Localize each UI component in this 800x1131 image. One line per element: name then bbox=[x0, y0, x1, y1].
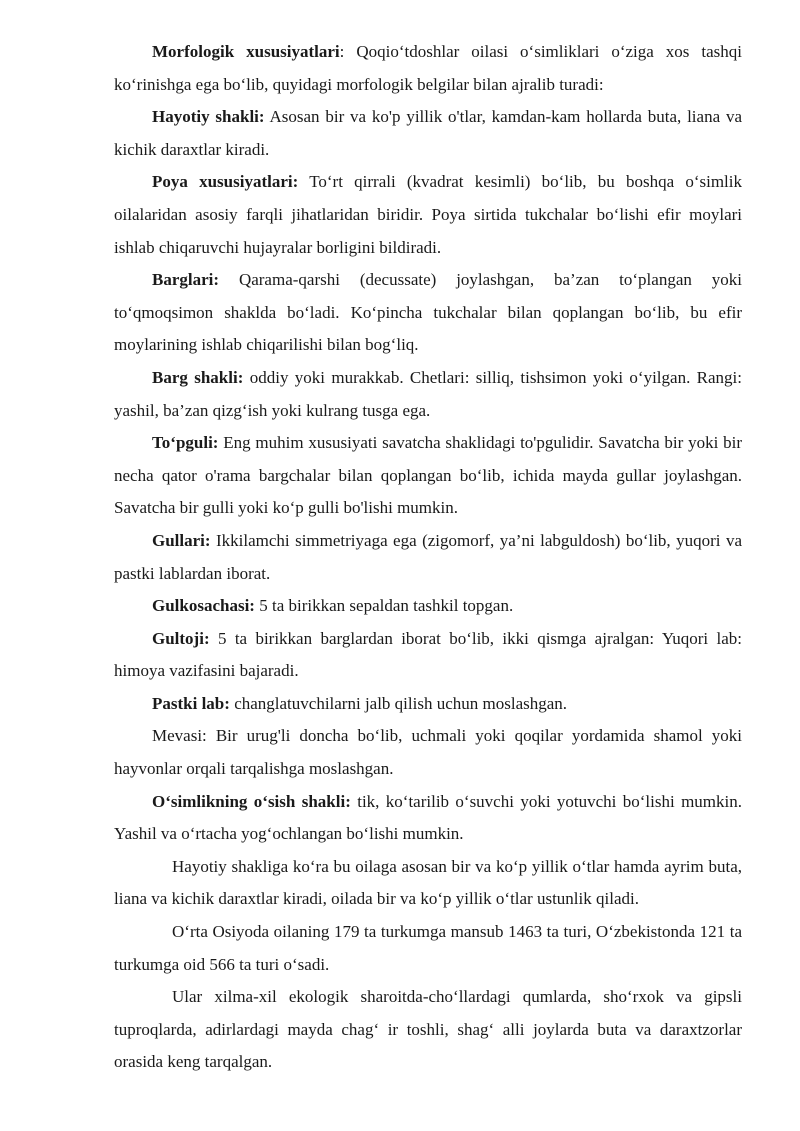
paragraph-label: Barg shakli: bbox=[152, 367, 244, 387]
paragraph-text: 5 ta birikkan sepaldan tashkil topgan. bbox=[254, 596, 514, 616]
paragraph-mevasi bbox=[114, 720, 742, 785]
paragraph-gulkosachasi bbox=[114, 590, 742, 623]
paragraph-gullari bbox=[114, 525, 742, 590]
paragraph-text: Eng muhim xususiyati savatcha shaklidagi to'pgulidir. Savatcha bir yoki bir necha qator o'rama bargchalar bilan qoplangan bo‘lib, ichida mayda gullar joylashgan. Savatcha bir gulli yoki ko‘p gulli bo'lishi mumkin. bbox=[114, 433, 742, 518]
paragraph-text: Mevasi: Bir urug'li doncha bo‘lib, uchmali yoki qoqilar yordamida shamol yoki hayvonlar orqali tarqalishga moslashgan. bbox=[114, 726, 742, 779]
paragraph-topguli bbox=[114, 427, 742, 525]
paragraph-label: Barglari: bbox=[152, 270, 220, 290]
paragraph-text: Ikkilamchi simmetriyaga ega (zigomorf, ya’ni labguldosh) bo‘lib, yuqori va pastki lablardan iborat. bbox=[114, 530, 742, 583]
paragraph-text: To‘rt qirrali (kvadrat kesimli) bo‘lib, bu boshqa o‘simlik oilalaridan asosiy farqli jihatlaridan biridir. Poya sirtida tukchalar bo‘lishi efir moylari ishlab chiqaruvchi hujayralar borligini bildiradi. bbox=[114, 172, 743, 257]
paragraph-label: Gulkosachasi: bbox=[152, 596, 255, 616]
paragraph-label: Poya xususiyatlari: bbox=[152, 172, 299, 192]
paragraph-label: O‘simlikning o‘sish shakli: bbox=[152, 791, 351, 811]
paragraph-text: tik, ko‘tarilib o‘suvchi yoki yotuvchi bo‘lishi mumkin. Yashil va o‘rtacha yog‘ochlangan bo‘lishi mumkin. bbox=[114, 791, 742, 844]
paragraph-text: Asosan bir va ko'p yillik o'tlar, kamdan-kam hollarda buta, liana va kichik daraxtlar kiradi. bbox=[114, 107, 742, 159]
paragraph-orta-osiyoda bbox=[114, 916, 742, 981]
paragraph-text: 5 ta birikkan barglardan iborat bo‘lib, ikki qismga ajralgan: Yuqori lab: himoya vazifasini bajaradi. bbox=[114, 628, 742, 681]
paragraph-label: Pastki lab: bbox=[152, 693, 230, 713]
paragraph-label: Hayotiy shakli: bbox=[152, 107, 265, 127]
paragraph-text: O‘rta Osiyoda oilaning 179 ta turkumga mansub 1463 ta turi, O‘zbekistonda 121 ta turkumga oid 566 ta turi o‘sadi. bbox=[114, 922, 742, 974]
paragraph-osish-shakli bbox=[114, 786, 742, 851]
paragraph-label: Gultoji: bbox=[152, 628, 210, 648]
paragraph-text: : Qoqio‘tdoshlar oilasi o‘simliklari o‘ziga xos tashqi ko‘rinishga ega bo‘lib, quyidagi morfologik belgilar bilan ajralib turadi: bbox=[114, 42, 742, 94]
paragraph-text: Ular xilma-xil ekologik sharoitda-cho‘llardagi qumlarda, sho‘rxok va gipsli tuproqlarda, adirlardagi mayda chag‘ ir toshli, shag‘ alli joylarda buta va daraxtzorlar orasida keng tarqalgan. bbox=[114, 987, 742, 1072]
paragraph-label: To‘pguli: bbox=[152, 433, 219, 453]
paragraph-hayotiy-shakliga-kora bbox=[114, 851, 742, 916]
paragraph-ular-xilma-xil bbox=[114, 981, 742, 1079]
paragraph-gultoji bbox=[114, 623, 742, 688]
paragraph-text: Qarama-qarshi (decussate) joylashgan, ba’zan to‘plangan yoki to‘qmoqsimon shaklda bo‘ladi. Ko‘pincha tukchalar bilan qoplangan bo‘lib, bu efir moylarining ishlab chiqarilishi bilan bog‘liq. bbox=[114, 270, 742, 355]
paragraph-label: Morfologik xususiyatlari bbox=[152, 42, 340, 61]
paragraph-text: changlatuvchilarni jalb qilish uchun moslashgan. bbox=[229, 693, 568, 713]
document-page bbox=[114, 36, 742, 1079]
paragraph-barglari bbox=[114, 264, 742, 362]
paragraph-text: Hayotiy shakliga ko‘ra bu oilaga asosan bir va ko‘p yillik o‘tlar hamda ayrim buta, liana va kichik daraxtlar kiradi, oilada bir va ko‘p yillik o‘tlar ustunlik qiladi. bbox=[114, 856, 742, 909]
paragraph-morfologik-xususiyatlari bbox=[114, 36, 742, 101]
paragraph-pastki-lab bbox=[114, 688, 742, 721]
paragraph-hayotiy-shakli bbox=[114, 101, 742, 166]
paragraph-poya-xususiyatlari bbox=[114, 166, 742, 264]
paragraph-barg-shakli bbox=[114, 362, 742, 427]
paragraph-label: Gullari: bbox=[152, 530, 211, 550]
paragraph-text: oddiy yoki murakkab. Chetlari: silliq, tishsimon yoki o‘yilgan. Rangi: yashil, ba’zan qizg‘ish yoki kulrang tusga ega. bbox=[114, 367, 742, 420]
